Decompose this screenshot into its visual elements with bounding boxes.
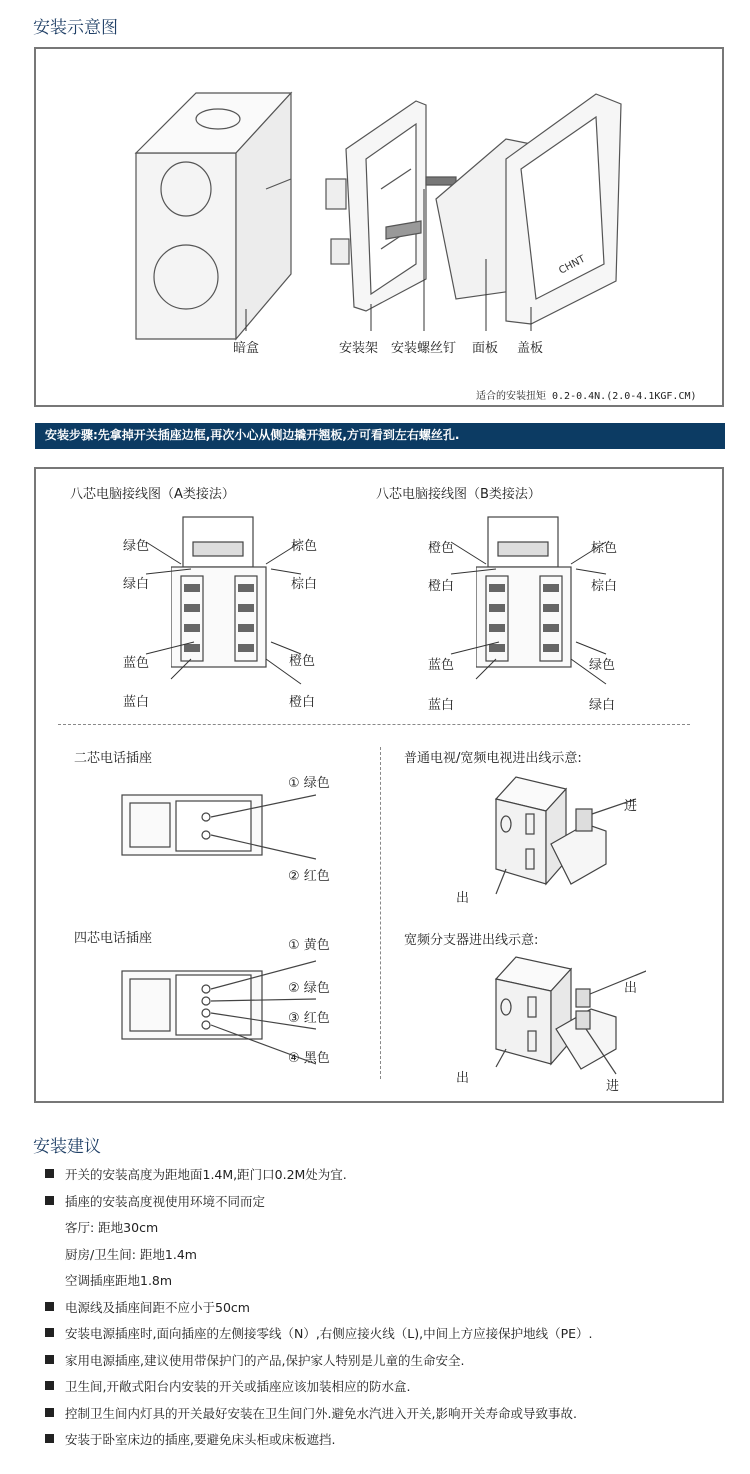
part-label-back-box: 暗盒	[233, 341, 260, 356]
a-right-wire-3: 橙色	[289, 654, 316, 669]
part-label-cover-plate: 盖板	[517, 341, 544, 356]
splitter-title: 宽频分支器进出线示意:	[404, 933, 539, 948]
bullet-square-icon	[45, 1328, 54, 1337]
wiring-a-title: 八芯电脑接线图（A类接法）	[70, 487, 235, 502]
mounting-frame-drawing	[326, 101, 456, 311]
tv-socket-drawing	[476, 769, 646, 899]
advice-subitem	[45, 1218, 735, 1245]
advice-item	[45, 1324, 735, 1351]
advice-item	[45, 1298, 735, 1325]
install-diagram-frame	[34, 47, 724, 407]
part-label-frame: 安装架	[339, 341, 379, 356]
b-left-wire-1: 橙色	[428, 541, 455, 556]
torque-note: 适合的安装扭矩 0.2-0.4N.(2.0-4.1KGF.CM)	[476, 391, 697, 402]
b-right-wire-1: 棕色	[591, 541, 618, 556]
install-diagram-title: 安装示意图	[33, 18, 118, 38]
a-right-wire-4: 橙白	[289, 695, 316, 710]
bullet-square-icon	[45, 1408, 54, 1417]
phone2-socket-drawing	[116, 787, 316, 867]
a-left-wire-2: 绿白	[123, 577, 150, 592]
advice-text: 控制卫生间内灯具的开关最好安装在卫生间门外.避免水汽进入开关,影响开关寿命或导致事故.	[65, 1405, 577, 1421]
tv-in-label: 进	[624, 799, 638, 814]
advice-text: 插座的安装高度视使用环境不同而定	[65, 1193, 266, 1209]
phone4-wire-1: ① 黄色	[288, 938, 330, 953]
bullet-square-icon	[45, 1169, 54, 1178]
brand-logo: CHNT	[557, 253, 588, 277]
b-right-wire-3: 绿色	[589, 658, 616, 673]
advice-item	[45, 1165, 735, 1192]
a-left-wire-1: 绿色	[123, 539, 150, 554]
wiring-b-title: 八芯电脑接线图（B类接法）	[376, 487, 541, 502]
part-label-screw: 安装螺丝钉	[391, 341, 457, 356]
advice-subitem	[45, 1271, 735, 1298]
tv-socket-title: 普通电视/宽频电视进出线示意:	[404, 751, 582, 766]
advice-list	[45, 1165, 735, 1457]
bullet-square-icon	[45, 1302, 54, 1311]
advice-item	[45, 1192, 735, 1219]
advice-text: 厨房/卫生间: 距地1.4m	[65, 1246, 197, 1262]
advice-title: 安装建议	[33, 1137, 101, 1157]
phone4-wire-2: ② 绿色	[288, 981, 330, 996]
b-right-wire-4: 绿白	[589, 698, 616, 713]
phone2-wire-2: ② 红色	[288, 869, 330, 884]
advice-item	[45, 1430, 735, 1457]
part-label-face-panel: 面板	[472, 341, 499, 356]
advice-text: 开关的安装高度为距地面1.4M,距门口0.2M处为宜.	[65, 1167, 347, 1182]
phone4-socket-drawing	[116, 959, 316, 1069]
advice-item	[45, 1351, 735, 1378]
cover-plate-drawing	[506, 94, 621, 324]
phone2-title: 二芯电话插座	[74, 751, 153, 766]
b-right-wire-2: 棕白	[591, 579, 618, 594]
a-right-wire-2: 棕白	[291, 577, 318, 592]
splitter-out-label-left: 出	[456, 1071, 470, 1086]
bullet-square-icon	[45, 1355, 54, 1364]
b-left-wire-4: 蓝白	[428, 698, 455, 713]
phone4-wire-4: ④ 黑色	[288, 1051, 330, 1066]
advice-text: 客厅: 距地30cm	[65, 1220, 159, 1235]
advice-subitem	[45, 1245, 735, 1272]
advice-text: 卫生间,开敞式阳台内安装的开关或插座应该加装相应的防水盒.	[65, 1379, 411, 1394]
tv-out-label: 出	[456, 891, 470, 906]
section-divider-horizontal	[58, 724, 690, 725]
splitter-drawing	[476, 949, 646, 1089]
phone2-wire-1: ① 绿色	[288, 776, 330, 791]
advice-text: 电源线及插座间距不应小于50cm	[65, 1299, 250, 1315]
advice-text: 空调插座距地1.8m	[65, 1273, 173, 1288]
phone4-wire-3: ③ 红色	[288, 1011, 330, 1026]
b-left-wire-3: 蓝色	[428, 658, 455, 673]
phone4-title: 四芯电话插座	[74, 931, 153, 946]
bullet-square-icon	[45, 1381, 54, 1390]
advice-text: 安装于卧室床边的插座,要避免床头柜或床板遮挡.	[65, 1432, 336, 1447]
bullet-square-icon	[45, 1196, 54, 1205]
wiring-diagram-frame	[34, 467, 724, 1103]
back-box-drawing	[136, 93, 291, 339]
a-left-wire-3: 蓝色	[123, 656, 150, 671]
splitter-in-label: 进	[606, 1079, 620, 1094]
a-right-wire-1: 棕色	[291, 539, 318, 554]
advice-item	[45, 1377, 735, 1404]
bullet-square-icon	[45, 1434, 54, 1443]
advice-text: 家用电源插座,建议使用带保护门的产品,保护家人特别是儿童的生命安全.	[65, 1352, 465, 1368]
section-divider-vertical	[380, 747, 381, 1079]
advice-text: 安装电源插座时,面向插座的左侧接零线（N）,右侧应接火线（L),中间上方应接保护地线（PE）.	[65, 1326, 593, 1341]
a-left-wire-4: 蓝白	[123, 695, 150, 710]
b-left-wire-2: 橙白	[428, 579, 455, 594]
splitter-out-label-right: 出	[624, 981, 638, 996]
exploded-view-illustration	[36, 49, 722, 405]
advice-item	[45, 1404, 735, 1431]
install-step-banner: 安装步骤:先拿掉开关插座边框,再次小心从侧边撬开翘板,方可看到左右螺丝孔.	[35, 423, 725, 449]
